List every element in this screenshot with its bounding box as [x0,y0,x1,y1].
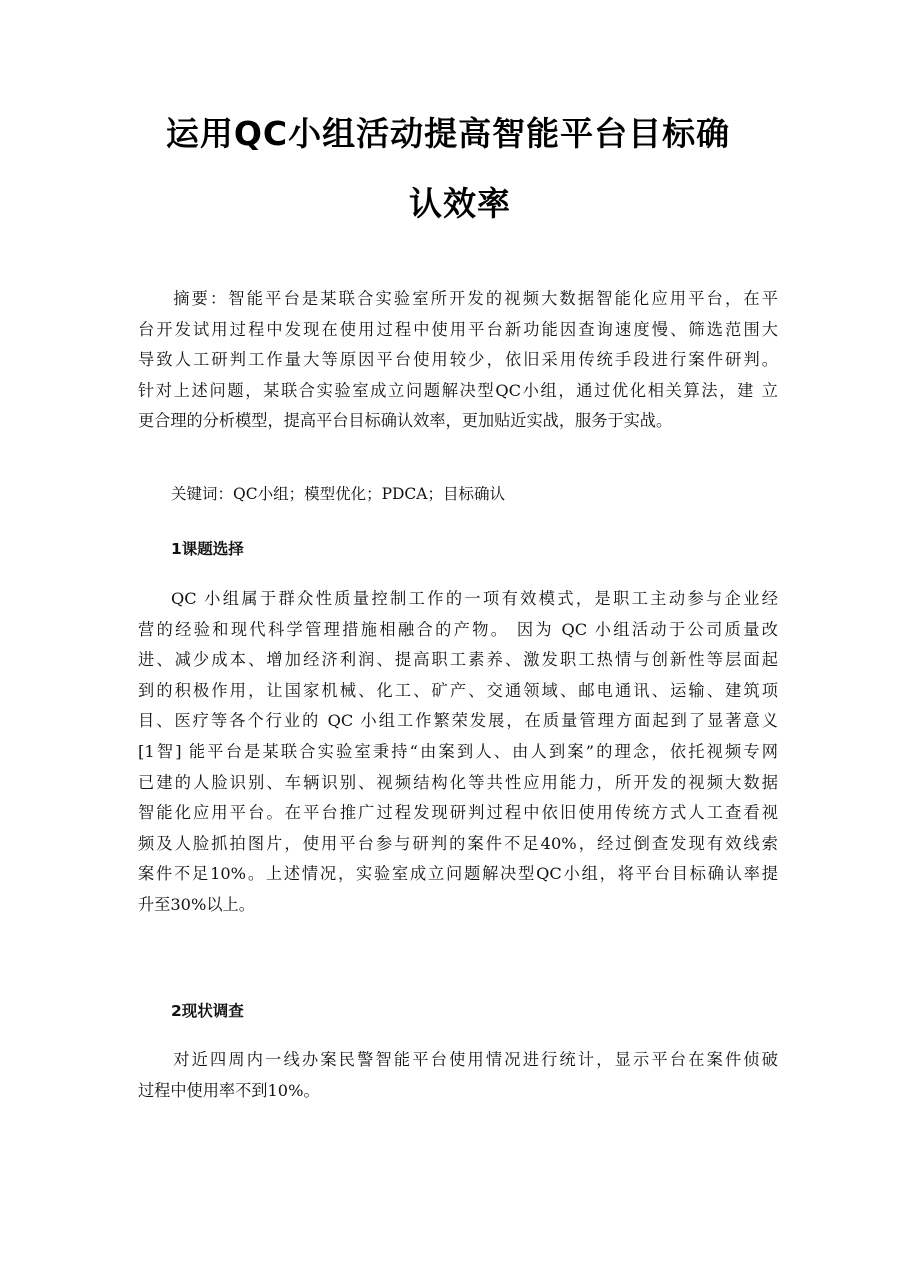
body-line: 升至30%以上。 [138,894,255,914]
body-line: 营的经验和现代科学管理措施相融合的产物。 因为 QC 小组活动于公司质量改 [138,619,778,639]
body-line: 智能化应用平台。在平台推广过程发现研判过程中依旧使用传统方式人工查看视 [138,803,778,823]
abstract-line: 摘要：智能平台是某联合实验室所开发的视频大数据智能化应用平台，在平 [171,289,778,308]
abstract-line: 台开发试用过程中发现在使用过程中使用平台新功能因查询速度慢、筛选范围大 [138,319,778,339]
section-heading-status-survey: 2现状调查 [171,1002,244,1020]
body-line: [1智] 能平台是某联合实验室秉持“由案到人、由人到案”的理念，依托视频专网 [138,741,778,761]
section1-paragraph [138,584,778,921]
body-line: 目、医疗等各个行业的 QC 小组工作繁荣发展，在质量管理方面起到了显著意义 [138,711,778,731]
document-title-line-2: 认效率 [409,184,511,223]
body-line: QC 小组属于群众性质量控制工作的一项有效模式，是职工主动参与企业经 [171,589,778,608]
body-line: 已建的人脸识别、车辆识别、视频结构化等共性应用能力，所开发的视频大数据 [138,772,778,792]
section-heading-topic-selection: 1课题选择 [171,540,244,558]
body-line: 频及人脸抓拍图片，使用平台参与研判的案件不足40%，经过倒查发现有效线索 [138,833,778,853]
abstract-line: 针对上述问题，某联合实验室成立问题解决型QC小组，通过优化相关算法，建 立 [138,380,778,400]
abstract-line: 更合理的分析模型，提高平台目标确认效率，更加贴近实战，服务于实战。 [138,411,673,431]
abstract-paragraph [138,284,778,437]
document-title-line-1: 运用QC小组活动提高智能平台目标确 [165,114,731,153]
body-line: 案件不足10%。上述情况，实验室成立问题解决型QC小组，将平台目标确认率提 [138,864,778,884]
body-line: 过程中使用率不到10%。 [138,1080,320,1100]
body-line: 对近四周内一线办案民警智能平台使用情况进行统计，显示平台在案件侦破 [171,1050,778,1069]
body-line: 到的积极作用，让国家机械、化工、矿产、交通领域、邮电通讯、运输、建筑项 [138,680,778,700]
keywords-line: 关键词：QC小组；模型优化；PDCA；目标确认 [171,485,505,503]
abstract-line: 导致人工研判工作量大等原因平台使用较少，依旧采用传统手段进行案件研判。 [138,350,778,370]
section2-paragraph [138,1045,778,1106]
body-line: 进、减少成本、增加经济利润、提高职工素养、激发职工热情与创新性等层面起 [138,650,778,670]
